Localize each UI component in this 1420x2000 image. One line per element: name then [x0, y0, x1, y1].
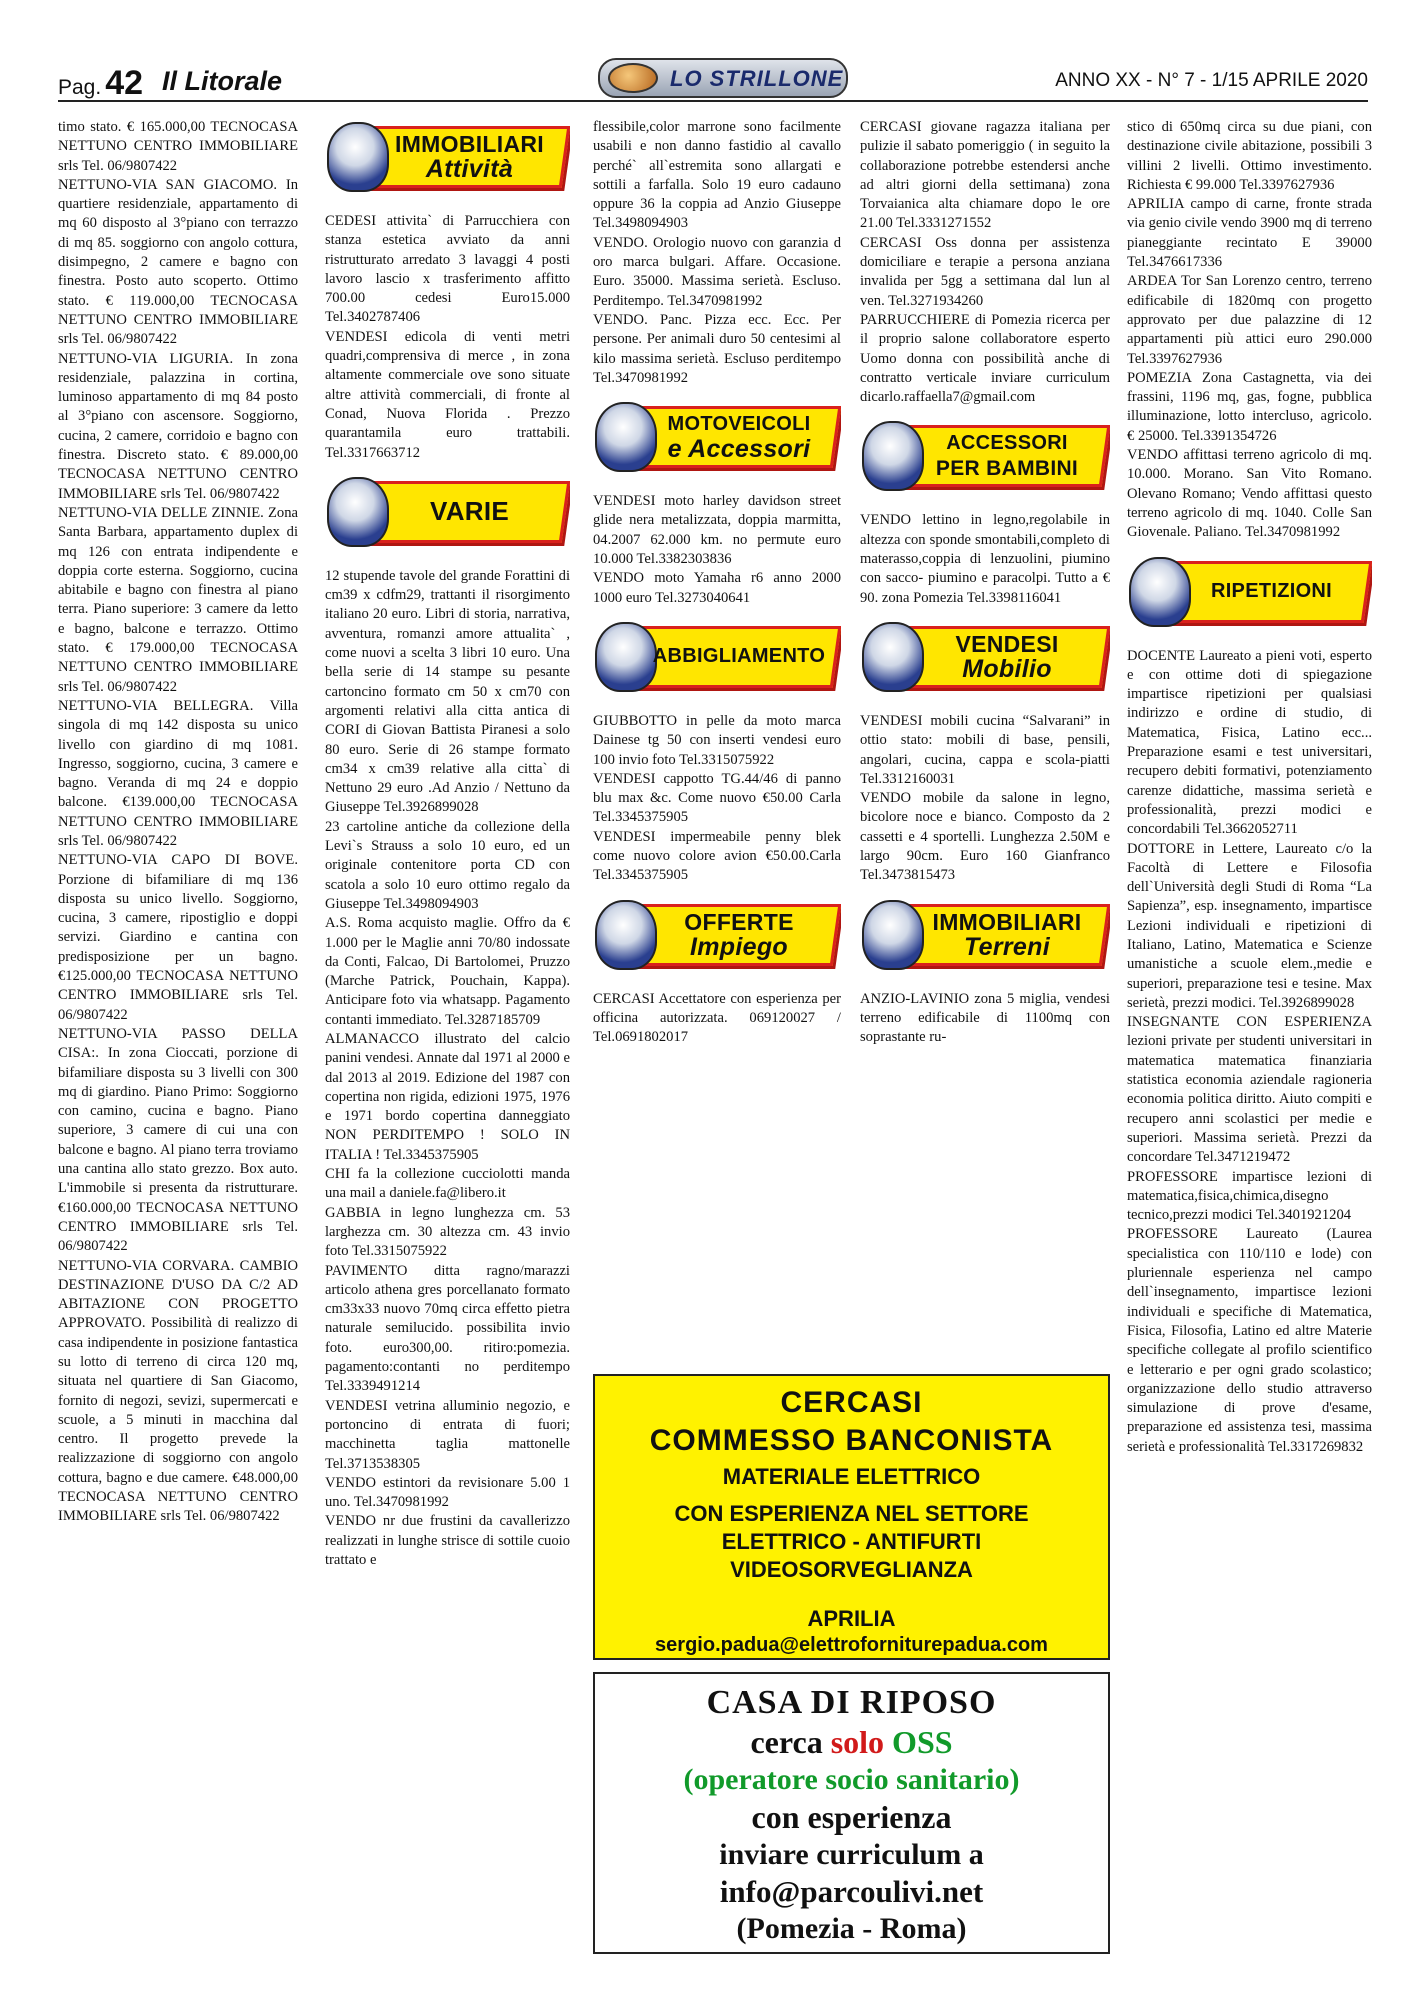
strillone-logo — [598, 58, 848, 98]
page-number: 42 — [105, 64, 144, 102]
classified-ad: INSEGNANTE CON ESPERIENZA lezioni private per studenti universitari in matematica matematica finanziaria statistica economia aziendale ragioneria economia politica diritto. Aiuto compiti e recupero anni scolastici per medie e superiori. Massima serietà. Prezzi da concordare Tel.3471219472 — [1127, 1014, 1372, 1166]
ad-instruction: inviare curriculum a — [719, 1838, 984, 1871]
section-banner-offerte-impiego — [593, 896, 841, 976]
banner-line-1: MOTOVEICOLI — [667, 413, 811, 436]
section-banner-immobiliari-terreni — [860, 896, 1110, 976]
logo-text: LO STRILLONE — [670, 66, 844, 91]
column-1 — [58, 118, 298, 1953]
advertisement-casa-di-riposo — [593, 1672, 1110, 1954]
banner-title — [912, 910, 1102, 960]
classified-ad: ARDEA Tor San Lorenzo centro, terreno edificabile di 1820mq con progetto approvato per due palazzine di 12 appartamenti più attici euro 290.000 Tel.3397627936 — [1127, 273, 1372, 367]
classified-ad: CHI fa la collezione cucciolotti manda una mail a daniele.fa@libero.it — [325, 1166, 570, 1202]
banner-title: RIPETIZIONI — [1210, 579, 1333, 602]
ad-city: APRILIA — [807, 1606, 896, 1631]
banner-title — [645, 910, 833, 960]
banner-line-2: e Accessori — [667, 435, 811, 464]
ad-role-description: (operatore socio sanitario) — [683, 1763, 1020, 1796]
classified-ad: PAVIMENTO ditta ragno/marazzi articolo athena gres porcellanato formato cm33x33 nuovo 70mq circa effetto pietra naturale semilucido. possibilita invio foto. euro300,00. ritiro:pomezia. pagamento:contanti no perditempo Tel.3339491214 — [325, 1262, 570, 1395]
section-banner-abbigliamento — [593, 618, 841, 698]
column-4 — [860, 118, 1110, 1353]
classified-ad: VENDO lettino in legno,regolabile in altezza con sponde smontabili,completo di materasso,coppia di lenzuolini, piumino con sacco- piumino e paracolpi. Tutto a € 90. zona Pomezia Tel.3398116041 — [860, 512, 1110, 606]
classified-ad: CERCASI giovane ragazza italiana per pulizie il sabato pomeriggio ( in seguito la collaborazione potrebbe estendersi anche ad altri giorni della settimana) zona Torvaianica alta chiamare dopo le ore 21.00 Tel.3331271552 — [860, 119, 1110, 232]
banner-line-1: OFFERTE — [684, 908, 794, 935]
classified-ad: CERCASI Oss donna per assistenza domiciliare e terapie a persona anziana invalida per 5gg a settimana dal lun al ven. Tel.3271934260 — [860, 234, 1110, 309]
ad-email-link[interactable]: info@parcoulivi.net — [719, 1874, 984, 1909]
ad-word: cerca — [750, 1724, 823, 1760]
ad-headline: CERCASI — [780, 1386, 923, 1419]
section-banner-varie — [325, 473, 570, 553]
ad-requirement: con esperienza — [751, 1799, 952, 1835]
ad-word-red: solo — [830, 1724, 885, 1760]
classified-ad: NETTUNO-VIA SAN GIACOMO. In quartiere residenziale, appartamento di mq 60 disposto al 3°piano con terrazzo di mq 85. soggiorno con angolo cottura, disimpegno, 2 camere e bagno con finestra. Posto auto scoperto. Ottimo stato. € 119.000,00 TECNOCASA NETTUNO CENTRO IMMOBILIARE srls Tel. 06/9807422 — [58, 176, 298, 348]
strillone-mascot-icon — [608, 63, 658, 93]
ad-word-green: OSS — [892, 1724, 953, 1760]
ad-req-line: ELETTRICO - ANTIFURTI — [721, 1529, 982, 1554]
classified-ad: VENDO affittasi terreno agricolo di mq. 10.000. Morano. San Vito Romano. Olevano Romano; Vendo affittasi questo terreno agricolo di mq. 1040. Colle San Giovenale. Paliano. Tel.3470981992 — [1127, 447, 1372, 541]
classified-ad: PROFESSORE Laureato (Laurea specialistica con 110/110 e lode) con pluriennale esperienza nel campo dell`insegnamento, impartisce lezioni individuali e specifiche di Matematica, Fisica, Filosofia, Latino ed altre Materie specifiche collegate al profilo scientifico e letterario e per ogni grado scolastico; organizzazione dello studio attraverso simulazione di prove d'esame, preparazione ed assistenza tesi, massima serietà e professionalità Tel.3317269832 — [1127, 1226, 1372, 1455]
ad-location: (Pomezia - Roma) — [736, 1912, 967, 1945]
classified-ad: VENDESI edicola di venti metri quadri,comprensiva di merce , in zona altamente commerciale ove sono situate altre attività commerciali, di fronte al Conad, Nuova Florida . Prezzo quarantamila euro trattabili. Tel.3317663712 — [325, 328, 570, 461]
ad-headline: CASA DI RIPOSO — [706, 1684, 997, 1721]
classified-ad: NETTUNO-VIA BELLEGRA. Villa singola di mq 142 disposta su unico livello con giardino di mq 1081. Ingresso, soggiorno, cucina, 3 camere e bagno. Veranda di mq 24 e doppio balcone. €139.000,00 TECNOCASA NETTUNO CENTRO IMMOBILIARE srls Tel. 06/9807422 — [58, 697, 298, 849]
classified-ad: GIUBBOTTO in pelle da moto marca Dainese tg 50 con inserti vendesi euro 100 invio foto Tel.3315075922 — [593, 712, 841, 768]
banner-title — [377, 132, 562, 182]
ad-sector: MATERIALE ELETTRICO — [722, 1464, 981, 1489]
classified-ad: NETTUNO-VIA CORVARA. CAMBIO DESTINAZIONE D'USO DA C/2 AD ABITAZIONE CON PROGETTO APPROVATO. Possibilità di realizzo di casa indipendente in posizione fantastica su lotto di terreno di circa 120 mq, situata nel quartiere di San Giacomo, fornito di negozi, sevizi, supermercati e scuole, a 5 minuti in macchina dal centro. Il progetto prevede la realizzazione di soggiorno con angolo cottura, bagno e due camere. €48.000,00 TECNOCASA NETTUNO CENTRO IMMOBILIARE srls Tel. 06/9807422 — [58, 1257, 298, 1525]
banner-title: ABBIGLIAMENTO — [652, 644, 826, 667]
classified-ad: CEDESI attivita` di Parrucchiera con stanza estetica avviato da anni ristrutturato arredato 3 lavaggi 4 posti lavoro lascio x trasferimento affitto 700.00 cedesi Euro15.000 Tel.3402787406 — [325, 213, 570, 326]
ad-req-line: CON ESPERIENZA NEL SETTORE — [674, 1501, 1029, 1526]
classified-ad: CERCASI Accettatore con esperienza per officina autorizzata. 069120027 / Tel.0691802017 — [593, 990, 841, 1046]
column-3 — [593, 118, 841, 1353]
classified-ad: VENDESI mobili cucina “Salvarani” in ottio stato: mobili di base, pensili, angolari, cucina, cappa e scola-piatti Tel.3312160031 — [860, 712, 1110, 787]
ad-requirements — [595, 1500, 1108, 1584]
section-banner-immobiliari-attivita — [325, 118, 570, 198]
page-prefix: Pag. — [58, 76, 102, 99]
classified-ad: APRILIA campo di carne, fronte strada via genio civile vendo 3900 mq di terreno pianeggiante recintato E 39000 Tel.3476617336 — [1127, 196, 1372, 271]
banner-line-2: PER BAMBINI — [935, 457, 1079, 481]
classified-ad: POMEZIA Zona Castagnetta, via dei frassini, 1196 mq, gas, fogne, pubblica illuminazione, lotto intercluso, agricolo. € 25000. Tel.3391354726 — [1127, 369, 1372, 444]
banner-line-2: Terreni — [964, 932, 1050, 961]
classified-ad: VENDO estintori da revisionare 5.00 1 uno. Tel.3470981992 — [325, 1474, 570, 1511]
classified-ad: VENDESI cappotto TG.44/46 di panno blu max &c. Come nuovo €50.00 Carla Tel.3345375905 — [593, 770, 841, 826]
classified-ad: DOTTORE in Lettere, Laureato c/o la Facoltà di Lettere e Filosofia dell`Università degli Studi di Roma “La Sapienza”, esp. insegnamento, impartisce Lezioni individuali e ripetizioni di Italiano, Latino, Matematica e Scienze umanistiche a scuole elem.,medie e superiori, preparazione tesi e tesine. Max serietà, prezzi modici. Tel.3926899028 — [1127, 840, 1372, 1011]
banner-line-2: Attività — [425, 155, 514, 183]
banner-title — [912, 632, 1102, 682]
classified-ad: ALMANACCO illustrato del calcio panini vendesi. Annate dal 1971 al 2000 e dal 2013 al 2019. Edizione del 1987 con copertina non rigida, edizioni 1975, 1976 e 1971 bordo copertina danneggiato NON PERDITEMPO ! SOLO IN ITALIA ! Tel.3345375905 — [325, 1030, 570, 1163]
banner-title: VARIE — [429, 495, 510, 526]
section-banner-ripetizioni — [1127, 553, 1372, 633]
page-number-label — [58, 64, 143, 103]
classified-ad: A.S. Roma acquisto maglie. Offro da € 1.000 per le Maglie anni 70/80 indossate da Conti, Falcao, Di Bartolomei, Pruzzo (Marche Patrick, Pouchain, Kappa). Anticipare foto via whatsapp. Pagamento contanti immediato. Tel.3287185709 — [325, 915, 570, 1028]
classified-ad: VENDESI impermeabile penny blek come nuovo colore avion €50.00.Carla Tel.3345375905 — [593, 828, 841, 884]
classified-ad: 12 stupende tavole del grande Forattini di cm39 x cdfm29, trattanti il risorgimento italiano 20 euro. Libri di storia, narrativa, avventura, romanzi amore attualita` , come nuovi a scelta 3 libri 10 euro. Una bella serie di 14 stampe su pesante cartoncino formato cm 50 x cm70 con argomenti relativi alla citta antica di CORI di Giovan Battista Piranesi a solo 80 euro. Serie di 26 stampe formato cm34 x cm39 relative alla citta` di Nettuno 29 euro .Ad Anzio / Nettuno da Giuseppe Tel.3926899028 — [325, 567, 570, 816]
classified-ad: NETTUNO-VIA LIGURIA. In zona residenziale, palazzina in cortina, luminoso appartamento di mq 84 posto al 3°piano con ascensore. Soggiorno, cucina, 2 camere, corridoio e bagno con finestra. Discreto stato. € 89.000,00 TECNOCASA NETTUNO CENTRO IMMOBILIARE srls Tel. 06/9807422 — [58, 350, 298, 502]
classified-ad: VENDO mobile da salone in legno, bicolore noce e bianco. Composto da 2 cassetti e 4 sportelli. Lunghezza 2.50M e largo 90cm. Euro 160 Gianfranco Tel.3473815473 — [860, 790, 1110, 884]
classified-ad: ANZIO-LAVINIO zona 5 miglia, vendesi terreno edificabile di 1100mq con soprastante ru- — [860, 990, 1110, 1046]
banner-line-1: ACCESSORI — [946, 432, 1068, 455]
section-banner-accessori-bambini — [860, 417, 1110, 497]
classified-ad: flessibile,color marrone sono facilmente usabili e non danno fastidio al cavallo perché` all`estremita sono allargati e sottili a farfalla. Solo 19 euro cadauno oppure 36 la coppia ad Anzio Giuseppe Tel.3498094903 — [593, 119, 841, 232]
ad-job-title: COMMESSO BANCONISTA — [649, 1424, 1054, 1457]
classified-ad: NETTUNO-VIA CAPO DI BOVE. Porzione di bifamiliare di mq 136 disposta su unico livello. Soggiorno, cucina, 3 camere, ripostiglio e doppi servizi. Giardino e cantina con predisposizione per un bagno. €125.000,00 TECNOCASA NETTUNO CENTRO IMMOBILIARE srls Tel. 06/9807422 — [58, 852, 298, 1023]
ad-subhead — [595, 1724, 1108, 1761]
classified-ad: VENDESI vetrina alluminio negozio, e portoncino di entrata di fuori; macchinetta taglia mattonelle Tel.3713538305 — [325, 1397, 570, 1472]
classified-ad: PROFESSORE impartisce lezioni di matematica,fisica,chimica,disegno tecnico,prezzi modici Tel.3401921204 — [1127, 1168, 1372, 1224]
column-5 — [1127, 118, 1372, 1953]
classified-ad: PARRUCCHIERE di Pomezia ricerca per il proprio salone collaboratore esperto Uomo donna con possibilità anche di contratto verticale inviare curriculum dicarlo.raffaella7@gmail.com — [860, 311, 1110, 406]
banner-title — [912, 431, 1102, 481]
ad-email-link[interactable]: sergio.padua@elettroforniturepadua.com — [655, 1634, 1048, 1656]
classified-ad: NETTUNO-VIA DELLE ZINNIE. Zona Santa Barbara, appartamento duplex di mq 126 con entrata indipendente e doppia corte esterna. Soggiorno, cucina abitabile e bagno con finestra al piano terra. Piano superiore: 3 camere da letto e bagno, balcone e terrazzo. Ottimo stato. € 179.000,00 TECNOCASA NETTUNO CENTRO IMMOBILIARE srls Tel. 06/9807422 — [58, 504, 298, 695]
publication-title: Il Litorale — [162, 66, 283, 96]
banner-line-1: IMMOBILIARI — [932, 908, 1082, 935]
section-banner-vendesi-mobilio — [860, 618, 1110, 698]
ad-req-line: VIDEOSORVEGLIANZA — [730, 1557, 973, 1582]
advertisement-commesso-banconista — [593, 1374, 1110, 1660]
banner-title — [645, 412, 833, 462]
classified-ad: DOCENTE Laureato a pieni voti, esperto e con ottime doti di spiegazione impartisce ripetizioni per qualsiasi indirizzo e ordine di studio, di Matematica, Fisica, Latino ecc... Preparazione esami e test universitari, recupero debiti formativi, potenziamento carenze didattiche, massima serietà e professionalità, prezzi modici e concordabili Tel.3662052711 — [1127, 647, 1372, 838]
column-2 — [325, 118, 570, 1953]
classified-ad: VENDO. Orologio nuovo con garanzia d oro marca bulgari. Affare. Occasione. Euro. 35000. Massima serietà. Escluso. Perditempo. Tel.3470981992 — [593, 234, 841, 309]
banner-line-2: Mobilio — [962, 654, 1052, 683]
section-banner-motoveicoli — [593, 398, 841, 478]
classified-ad: VENDO. Panc. Pizza ecc. Ecc. Per persone. Per animali duro 50 centesimi al kilo massima serietà. Escluso perditempo Tel.3470981992 — [593, 311, 841, 386]
classified-ad: NETTUNO-VIA PASSO DELLA CISA:. In zona Cioccati, porzione di bifamiliare disposta su 3 livelli con 300 mq di giardino. Piano Primo: Soggiorno con camino, cucina e bagno. Piano superiore, 3 camere di cui una con balcone e bagno. Al piano terra troviamo una cantina allo stato grezzo. Box auto. L'immobile si presenta da ristrutturare. €160.000,00 TECNOCASA NETTUNO CENTRO IMMOBILIARE srls Tel. 06/9807422 — [58, 1025, 298, 1255]
classified-ad: stico di 650mq circa su due piani, con destinazione civile abitazione, possibili 3 villini 2 livelli. Ottimo investimento. Richiesta € 99.000 Tel.3397627936 — [1127, 119, 1372, 193]
banner-line-1: VENDESI — [955, 630, 1059, 657]
banner-line-1: IMMOBILIARI — [395, 131, 544, 157]
classified-ad: GABBIA in legno lunghezza cm. 53 larghezza cm. 30 altezza cm. 43 invio foto Tel.3315075922 — [325, 1204, 570, 1260]
classified-ad: VENDO moto Yamaha r6 anno 2000 1000 euro Tel.3273040641 — [593, 570, 841, 606]
issue-info: ANNO XX - N° 7 - 1/15 APRILE 2020 — [1055, 70, 1368, 91]
classified-ad: VENDESI moto harley davidson street glide nera metalizzata, doppia marmitta, 04.2007 62.000 km. no permute euro 10.000 Tel.3382303836 — [593, 493, 841, 568]
classified-ad: timo stato. € 165.000,00 TECNOCASA NETTUNO CENTRO IMMOBILIARE srls Tel. 06/9807422 — [58, 119, 298, 174]
classified-ad: 23 cartoline antiche da collezione della Levi`s Strauss a solo 10 euro, ed un originale contenitore porta CD con scatola a solo 10 euro ottimo regalo da Giuseppe Tel.3498094903 — [325, 818, 570, 912]
banner-line-2: Impiego — [690, 932, 788, 961]
page-header — [58, 62, 1368, 102]
classified-ad: VENDO nr due frustini da cavallerizzo realizzati in lunghe strisce di sottile cuoio trattato e — [325, 1513, 570, 1568]
